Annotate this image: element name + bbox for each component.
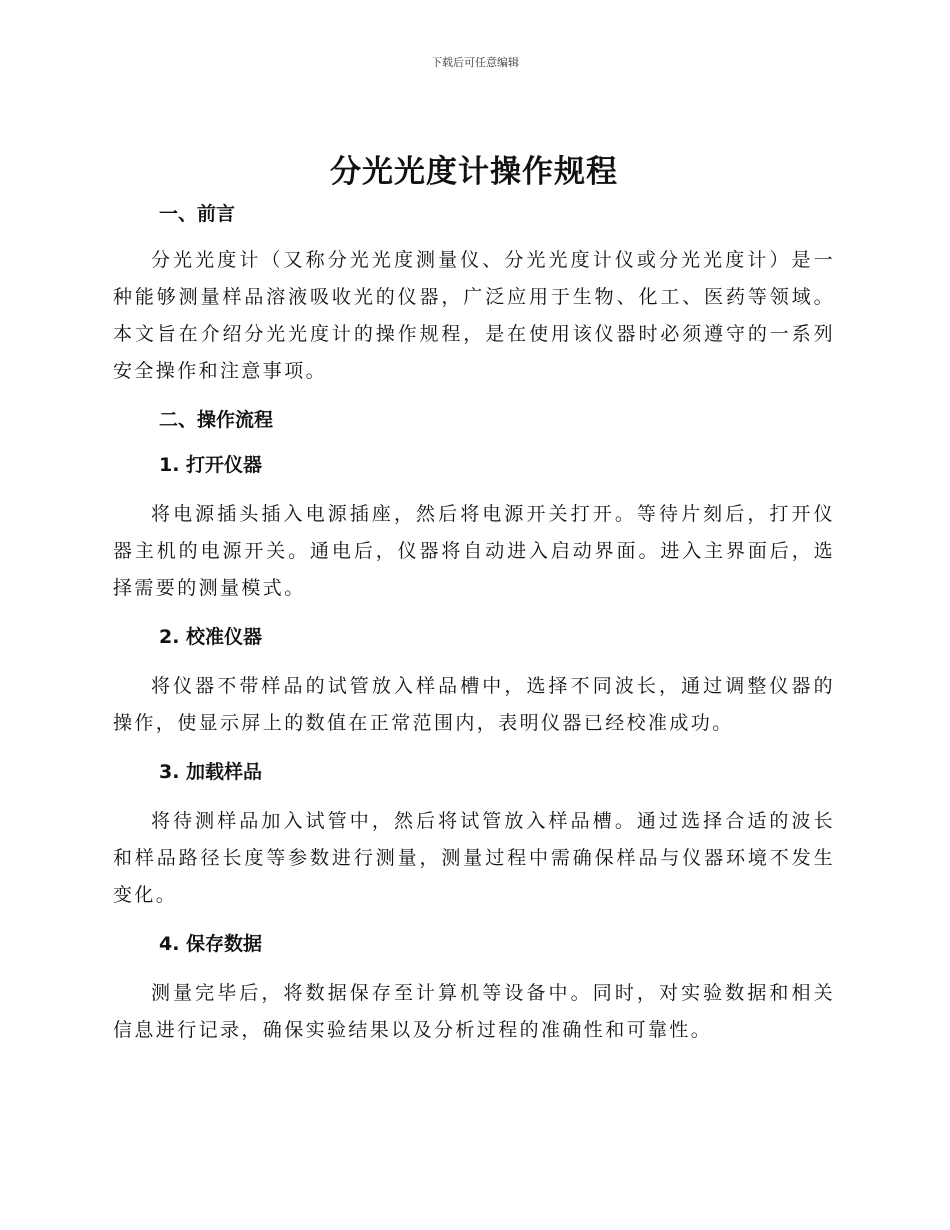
- header-note: 下载后可任意编辑: [431, 56, 519, 69]
- step-heading-save-data: 4. 保存数据: [159, 933, 263, 955]
- paragraph-open-instrument: 将电源插头插入电源插座，然后将电源开关打开。等待片刻后，打开仪器主机的电源开关。通电后，仪器将自动进入启动界面。进入主界面后，选择需要的测量模式。: [113, 503, 835, 599]
- step-heading-load-sample: 3. 加载样品: [159, 761, 263, 783]
- document-title: 分光光度计操作规程: [330, 154, 618, 190]
- paragraph-preface: 分光光度计（又称分光光度测量仪、分光光度计仪或分光光度计）是一种能够测量样品溶液吸收光的仪器，广泛应用于生物、化工、医药等领域。本文旨在介绍分光光度计的操作规程，是在使用该仪器时必须遵守的一系列安全操作和注意事项。: [113, 249, 835, 382]
- step-heading-open-instrument: 1. 打开仪器: [159, 454, 263, 476]
- step-heading-calibrate: 2. 校准仪器: [159, 626, 263, 648]
- paragraph-load-sample: 将待测样品加入试管中，然后将试管放入样品槽。通过选择合适的波长和样品路径长度等参数进行测量，测量过程中需确保样品与仪器环境不发生变化。: [113, 810, 835, 906]
- paragraph-save-data: 测量完毕后，将数据保存至计算机等设备中。同时，对实验数据和相关信息进行记录，确保实验结果以及分析过程的准确性和可靠性。: [113, 982, 835, 1041]
- section-heading-preface: 一、前言: [159, 203, 236, 225]
- section-heading-procedure: 二、操作流程: [159, 409, 274, 431]
- paragraph-calibrate: 将仪器不带样品的试管放入样品槽中，选择不同波长，通过调整仪器的操作，使显示屏上的数值在正常范围内，表明仪器已经校准成功。: [113, 675, 835, 734]
- document-body: [113, 150, 835, 1049]
